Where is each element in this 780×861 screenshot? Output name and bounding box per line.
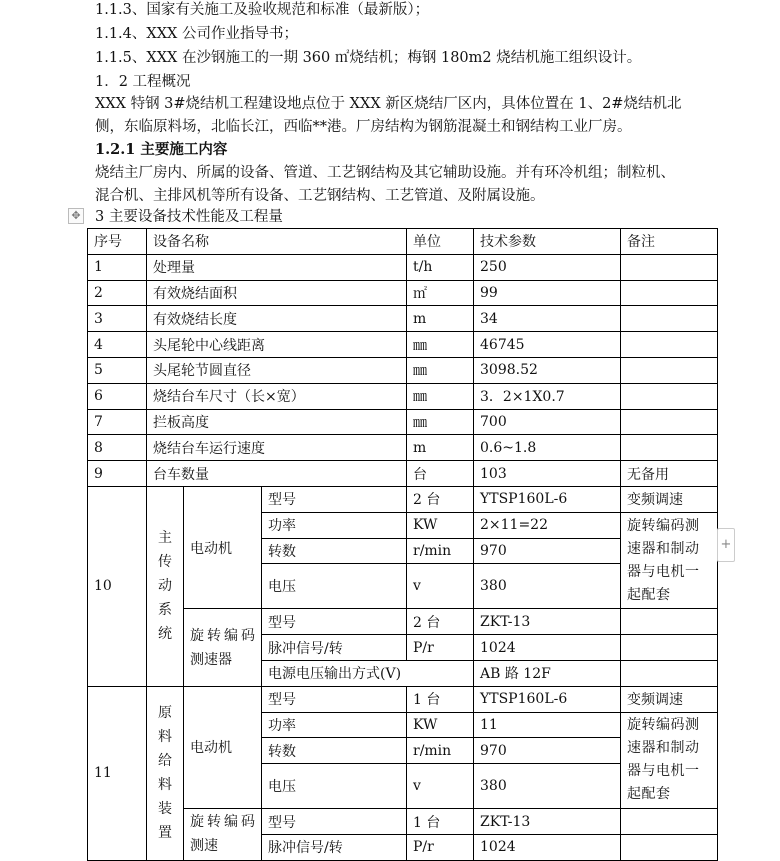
section-heading-3: 3 主要设备技术性能及工程量: [95, 209, 283, 225]
reference-1-1-3: 1.1.3、国家有关施工及验收规范和标准（最新版）；: [95, 2, 430, 18]
spec-item: 转数: [262, 538, 407, 564]
table-row: [88, 435, 718, 461]
spec-item: 型号: [262, 486, 407, 512]
spec-param: 380: [474, 764, 621, 809]
system-char: 系: [158, 602, 172, 619]
spec-note: 变频调速: [621, 486, 718, 512]
table-row: [88, 254, 718, 280]
row-param: 46745: [474, 332, 621, 358]
row-name: 拦板高度: [147, 409, 407, 435]
spec-note: [621, 635, 718, 661]
row-name: 处理量: [147, 254, 407, 280]
table-row: [88, 409, 718, 435]
spec-item: 脉冲信号/转: [262, 635, 407, 661]
spec-param: ZKT-13: [474, 609, 621, 635]
spec-param: 380: [474, 564, 621, 609]
row-note: [621, 306, 718, 332]
header-name: 设备名称: [147, 229, 407, 255]
spec-item: 转数: [262, 738, 407, 764]
reference-1-1-4: 1.1.4、XXX 公司作业指导书；: [95, 26, 298, 42]
row-name: 烧结台车运行速度: [147, 435, 407, 461]
row-param: 700: [474, 409, 621, 435]
spec-unit: 2 台: [407, 486, 474, 512]
spec-note: [621, 609, 718, 635]
group-11-system: [147, 686, 184, 860]
row-note: [621, 435, 718, 461]
row-param: 34: [474, 306, 621, 332]
spec-unit: P/r: [407, 834, 474, 860]
row-unit: t/h: [407, 254, 474, 280]
table-header-row: [88, 229, 718, 255]
header-no: 序号: [88, 229, 147, 255]
spec-note: [621, 660, 718, 686]
row-param: 103: [474, 461, 621, 487]
table-row: [88, 280, 718, 306]
group-10-motor-label: 电动机: [184, 486, 262, 608]
row-param: 3．2×1X0.7: [474, 383, 621, 409]
group-11-motor-note: 旋转编码测速器和制动器与电机一起配套: [621, 712, 718, 809]
section-heading-1-2-1: 1.2.1 主要施工内容: [95, 141, 228, 158]
spec-unit: r/min: [407, 538, 474, 564]
reference-1-1-5: 1.1.5、XXX 在沙钢施工的一期 360 ㎡烧结机；梅钢 180m2 烧结机施工组织设计。: [95, 50, 642, 66]
spec-param: 1024: [474, 635, 621, 661]
row-unit: ㎜: [407, 409, 474, 435]
spec-note: [621, 834, 718, 860]
spec-param: ZKT-13: [474, 809, 621, 835]
table-row: [88, 461, 718, 487]
row-no: 6: [88, 383, 147, 409]
group-10-system: [147, 486, 184, 686]
row-param: 250: [474, 254, 621, 280]
row-name: 头尾轮中心线距离: [147, 332, 407, 358]
spec-param: AB 路 12F: [474, 660, 621, 686]
row-note: 无备用: [621, 461, 718, 487]
system-char: 料: [158, 777, 172, 794]
row-unit: m: [407, 435, 474, 461]
row-name: 台车数量: [147, 461, 407, 487]
spec-item: 型号: [262, 686, 407, 712]
overview-line-2: 侧，东临原料场，北临长江，西临**港。厂房结构为钢筋混凝土和钢结构工业厂房。: [95, 119, 632, 135]
header-note: 备注: [621, 229, 718, 255]
table-row: [88, 686, 718, 712]
row-unit: ㎡: [407, 280, 474, 306]
group-11-no: 11: [88, 686, 147, 860]
group-10-motor-note: 旋转编码测速器和制动器与电机一起配套: [621, 512, 718, 609]
section-heading-1-2: 1．2 工程概况: [95, 74, 191, 90]
spec-note: [621, 809, 718, 835]
table-row: [88, 357, 718, 383]
spec-param: 11: [474, 712, 621, 738]
row-param: 0.6~1.8: [474, 435, 621, 461]
row-no: 5: [88, 357, 147, 383]
row-note: [621, 357, 718, 383]
spec-param: 1024: [474, 834, 621, 860]
row-no: 8: [88, 435, 147, 461]
spec-unit: KW: [407, 712, 474, 738]
row-param: 3098.52: [474, 357, 621, 383]
content-line-2: 混合机、主排风机等所有设备、工艺钢结构、工艺管道、及附属设施。: [95, 188, 545, 204]
header-unit: 单位: [407, 229, 474, 255]
row-no: 7: [88, 409, 147, 435]
group-11-motor-label: 电动机: [184, 686, 262, 808]
group-10-encoder-label: 旋转编码测速器: [184, 609, 262, 686]
row-no: 1: [88, 254, 147, 280]
spec-param: 970: [474, 738, 621, 764]
row-name: 头尾轮节圆直径: [147, 357, 407, 383]
spec-item: 电压: [262, 764, 407, 809]
row-unit: 台: [407, 461, 474, 487]
spec-unit: KW: [407, 512, 474, 538]
row-unit: ㎜: [407, 332, 474, 358]
system-char: 传: [158, 554, 172, 571]
system-char: 料: [158, 729, 172, 746]
table-row: [88, 306, 718, 332]
spec-item: 型号: [262, 609, 407, 635]
row-no: 4: [88, 332, 147, 358]
spec-param: YTSP160L-6: [474, 686, 621, 712]
spec-unit: v: [407, 564, 474, 609]
spec-unit: P/r: [407, 635, 474, 661]
row-note: [621, 280, 718, 306]
spec-param: 970: [474, 538, 621, 564]
row-note: [621, 254, 718, 280]
content-line-1: 烧结主厂房内、所属的设备、管道、工艺钢结构及其它辅助设施。并有环冷机组；制粒机、: [95, 165, 675, 181]
table-move-icon[interactable]: ✥: [68, 208, 84, 224]
plus-icon[interactable]: +: [717, 528, 735, 562]
spec-item: 脉冲信号/转: [262, 834, 407, 860]
spec-unit: 2 台: [407, 609, 474, 635]
spec-unit: 1 台: [407, 686, 474, 712]
row-param: 99: [474, 280, 621, 306]
spec-note: 变频调速: [621, 686, 718, 712]
system-char: 统: [158, 626, 172, 643]
spec-item: 电压: [262, 564, 407, 609]
spec-item: 电源电压输出方式(V): [262, 660, 474, 686]
header-param: 技术参数: [474, 229, 621, 255]
table-row: [88, 332, 718, 358]
spec-item: 功率: [262, 512, 407, 538]
row-note: [621, 332, 718, 358]
row-no: 9: [88, 461, 147, 487]
row-no: 3: [88, 306, 147, 332]
spec-item: 型号: [262, 809, 407, 835]
system-char: 置: [158, 825, 172, 842]
row-unit: ㎜: [407, 357, 474, 383]
group-10-no: 10: [88, 486, 147, 686]
spec-unit: 1 台: [407, 809, 474, 835]
spec-unit: r/min: [407, 738, 474, 764]
row-unit: ㎜: [407, 383, 474, 409]
row-name: 有效烧结面积: [147, 280, 407, 306]
system-char: 动: [158, 578, 172, 595]
table-row: [88, 383, 718, 409]
overview-line-1: XXX 特钢 3#烧结机工程建设地点位于 XXX 新区烧结厂区内，具体位置在 1、2#烧结机北: [95, 96, 682, 112]
row-note: [621, 409, 718, 435]
system-char: 原: [158, 705, 172, 722]
row-no: 2: [88, 280, 147, 306]
row-name: 烧结台车尺寸（长×宽）: [147, 383, 407, 409]
spec-item: 功率: [262, 712, 407, 738]
row-note: [621, 383, 718, 409]
group-11-encoder-label: 旋转编码测速: [184, 809, 262, 861]
row-unit: m: [407, 306, 474, 332]
spec-unit: v: [407, 764, 474, 809]
system-char: 装: [158, 801, 172, 818]
row-name: 有效烧结长度: [147, 306, 407, 332]
spec-param: YTSP160L-6: [474, 486, 621, 512]
equipment-spec-table: [87, 228, 718, 861]
table-row: [88, 486, 718, 512]
system-char: 给: [158, 753, 172, 770]
system-char: 主: [158, 530, 172, 547]
spec-param: 2×11=22: [474, 512, 621, 538]
